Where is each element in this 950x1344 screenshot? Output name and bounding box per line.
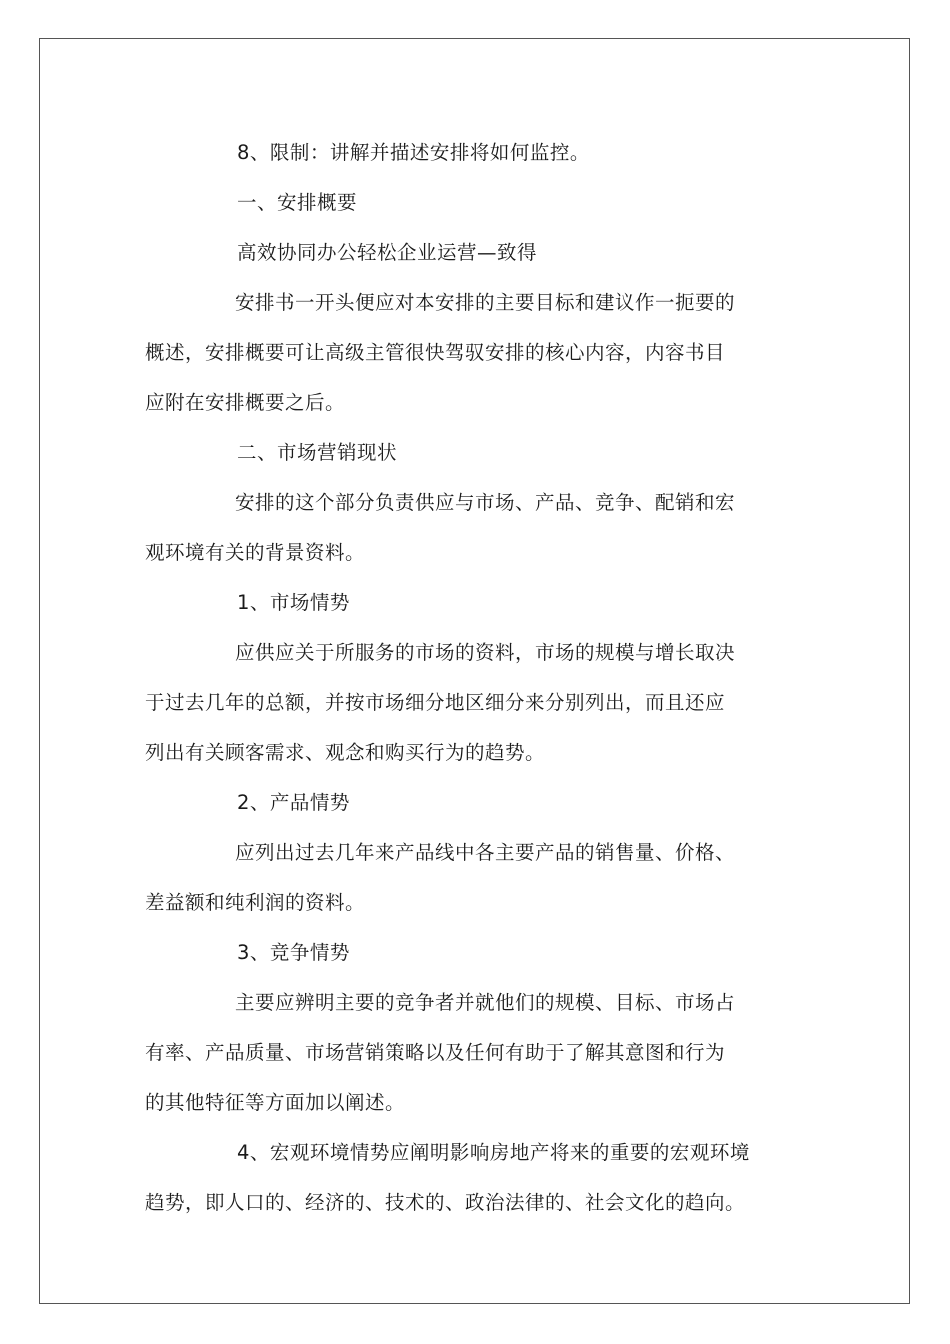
section-heading: 二、市场营销现状	[237, 441, 398, 464]
paragraph-line: 观环境有关的背景资料。	[145, 541, 366, 564]
paragraph-line: 有率、产品质量、市场营销策略以及任何有助于了解其意图和行为	[145, 1041, 726, 1064]
paragraph-line: 概述，安排概要可让高级主管很快驾驭安排的核心内容，内容书目	[145, 341, 726, 364]
paragraph-line: 8、限制：讲解并描述安排将如何监控。	[237, 141, 590, 164]
subsection-heading: 3、竞争情势	[237, 941, 350, 964]
paragraph-line: 的其他特征等方面加以阐述。	[145, 1091, 406, 1114]
paragraph-line: 安排的这个部分负责供应与市场、产品、竞争、配销和宏	[235, 491, 736, 514]
paragraph-line: 应列出过去几年来产品线中各主要产品的销售量、价格、	[235, 841, 736, 864]
document-body	[145, 128, 830, 1228]
paragraph-line: 趋势，即人口的、经济的、技术的、政治法律的、社会文化的趋向。	[145, 1191, 746, 1214]
paragraph-line: 主要应辨明主要的竞争者并就他们的规模、目标、市场占	[235, 991, 736, 1014]
paragraph-line: 应附在安排概要之后。	[145, 391, 346, 414]
paragraph-line: 高效协同办公轻松企业运营—致得	[237, 241, 538, 264]
section-heading: 一、安排概要	[237, 191, 358, 214]
subsection-heading: 2、产品情势	[237, 791, 350, 814]
paragraph-line: 应供应关于所服务的市场的资料，市场的规模与增长取决	[235, 641, 736, 664]
subsection-heading: 1、市场情势	[237, 591, 350, 614]
paragraph-line: 4、宏观环境情势应阐明影响房地产将来的重要的宏观环境	[237, 1141, 750, 1164]
paragraph-line: 差益额和纯利润的资料。	[145, 891, 366, 914]
paragraph-line: 列出有关顾客需求、观念和购买行为的趋势。	[145, 741, 546, 764]
paragraph-line: 安排书一开头便应对本安排的主要目标和建议作一扼要的	[235, 291, 736, 314]
paragraph-line: 于过去几年的总额，并按市场细分地区细分来分别列出，而且还应	[145, 691, 726, 714]
